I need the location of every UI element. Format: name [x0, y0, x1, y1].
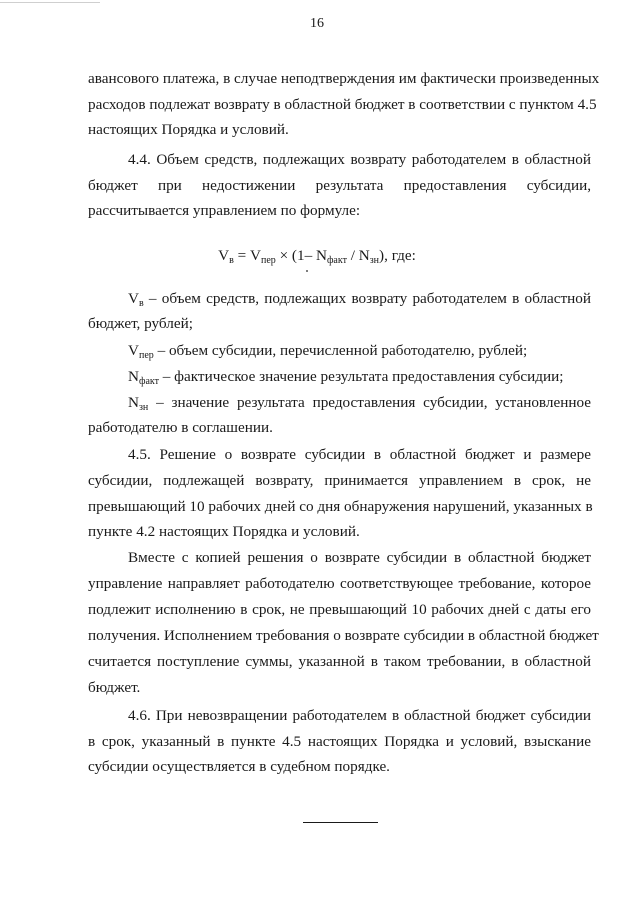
paragraph-4-4-line: бюджет при недостижении результата предоставления субсидии, [88, 177, 591, 194]
definition-v-v: $V_в$ – объем средств, подлежащих возврату работодателем в областной [128, 290, 591, 309]
definition-v-v-cont: бюджет, рублей; [88, 315, 193, 332]
paragraph-line: авансового платежа, в случае неподтверждения им фактически произведенных [88, 70, 600, 87]
paragraph-copy-line: подлежит исполнению в срок, не превышающий 10 рабочих дней с даты его [88, 601, 591, 618]
paragraph-4-5-line: пункте 4.2 настоящих Порядка и условий. [88, 523, 360, 540]
paragraph-4-5-line: субсидии, подлежащей возврату, принимается управлением в срок, не [88, 472, 591, 489]
paragraph-4-6-line: 4.6. При невозвращении работодателем в областной бюджет субсидии [128, 707, 591, 724]
paragraph-4-4-line: 4.4. Объем средств, подлежащих возврату работодателем в областной [128, 151, 591, 168]
paragraph-copy-line: получения. Исполнением требования о возврате субсидии в областной бюджет [88, 627, 599, 644]
scan-speck [306, 270, 308, 272]
paragraph-copy-line: управление направляет работодателю соответствующее требование, которое [88, 575, 591, 592]
paragraph-4-6-line: в срок, указанный в пункте 4.5 настоящих Порядка и условий, взыскание [88, 733, 591, 750]
scan-edge-line [0, 2, 100, 3]
paragraph-line: расходов подлежат возврату в областной бюджет в соответствии с пунктом 4.5 [88, 96, 597, 113]
paragraph-copy-line: Вместе с копией решения о возврате субсидии в областной бюджет [128, 549, 591, 566]
definition-n-zn-cont: работодателю в соглашении. [88, 419, 273, 436]
paragraph-copy-line: считается поступление суммы, указанной в таком требовании, в областной [88, 653, 591, 670]
paragraph-copy-line: бюджет. [88, 679, 141, 696]
page-number: 16 [310, 16, 324, 31]
paragraph-4-6-line: субсидии осуществляется в судебном порядке. [88, 758, 390, 775]
definition-v-per: $V_{пер}$ – объем субсидии, перечисленной работодателю, рублей; [128, 342, 528, 361]
paragraph-4-5-line: 4.5. Решение о возврате субсидии в областной бюджет и размере [128, 446, 591, 463]
paragraph-line: настоящих Порядка и условий. [88, 121, 289, 138]
paragraph-4-4-line: рассчитывается управлением по формуле: [88, 202, 361, 219]
paragraph-4-5-line: превышающий 10 рабочих дней со дня обнаружения нарушений, указанных в [88, 498, 593, 515]
definition-n-zn: $N_{зн}$ – значение результата предоставления субсидии, установленное [128, 394, 591, 413]
formula: $V_в = V_{пер} \times (1-$ $N_{факт} / N_{зн}$), где: [218, 247, 416, 266]
definition-n-fact: $N_{факт}$ – фактическое значение результата предоставления субсидии; [128, 368, 564, 387]
end-separator-line [303, 822, 378, 823]
